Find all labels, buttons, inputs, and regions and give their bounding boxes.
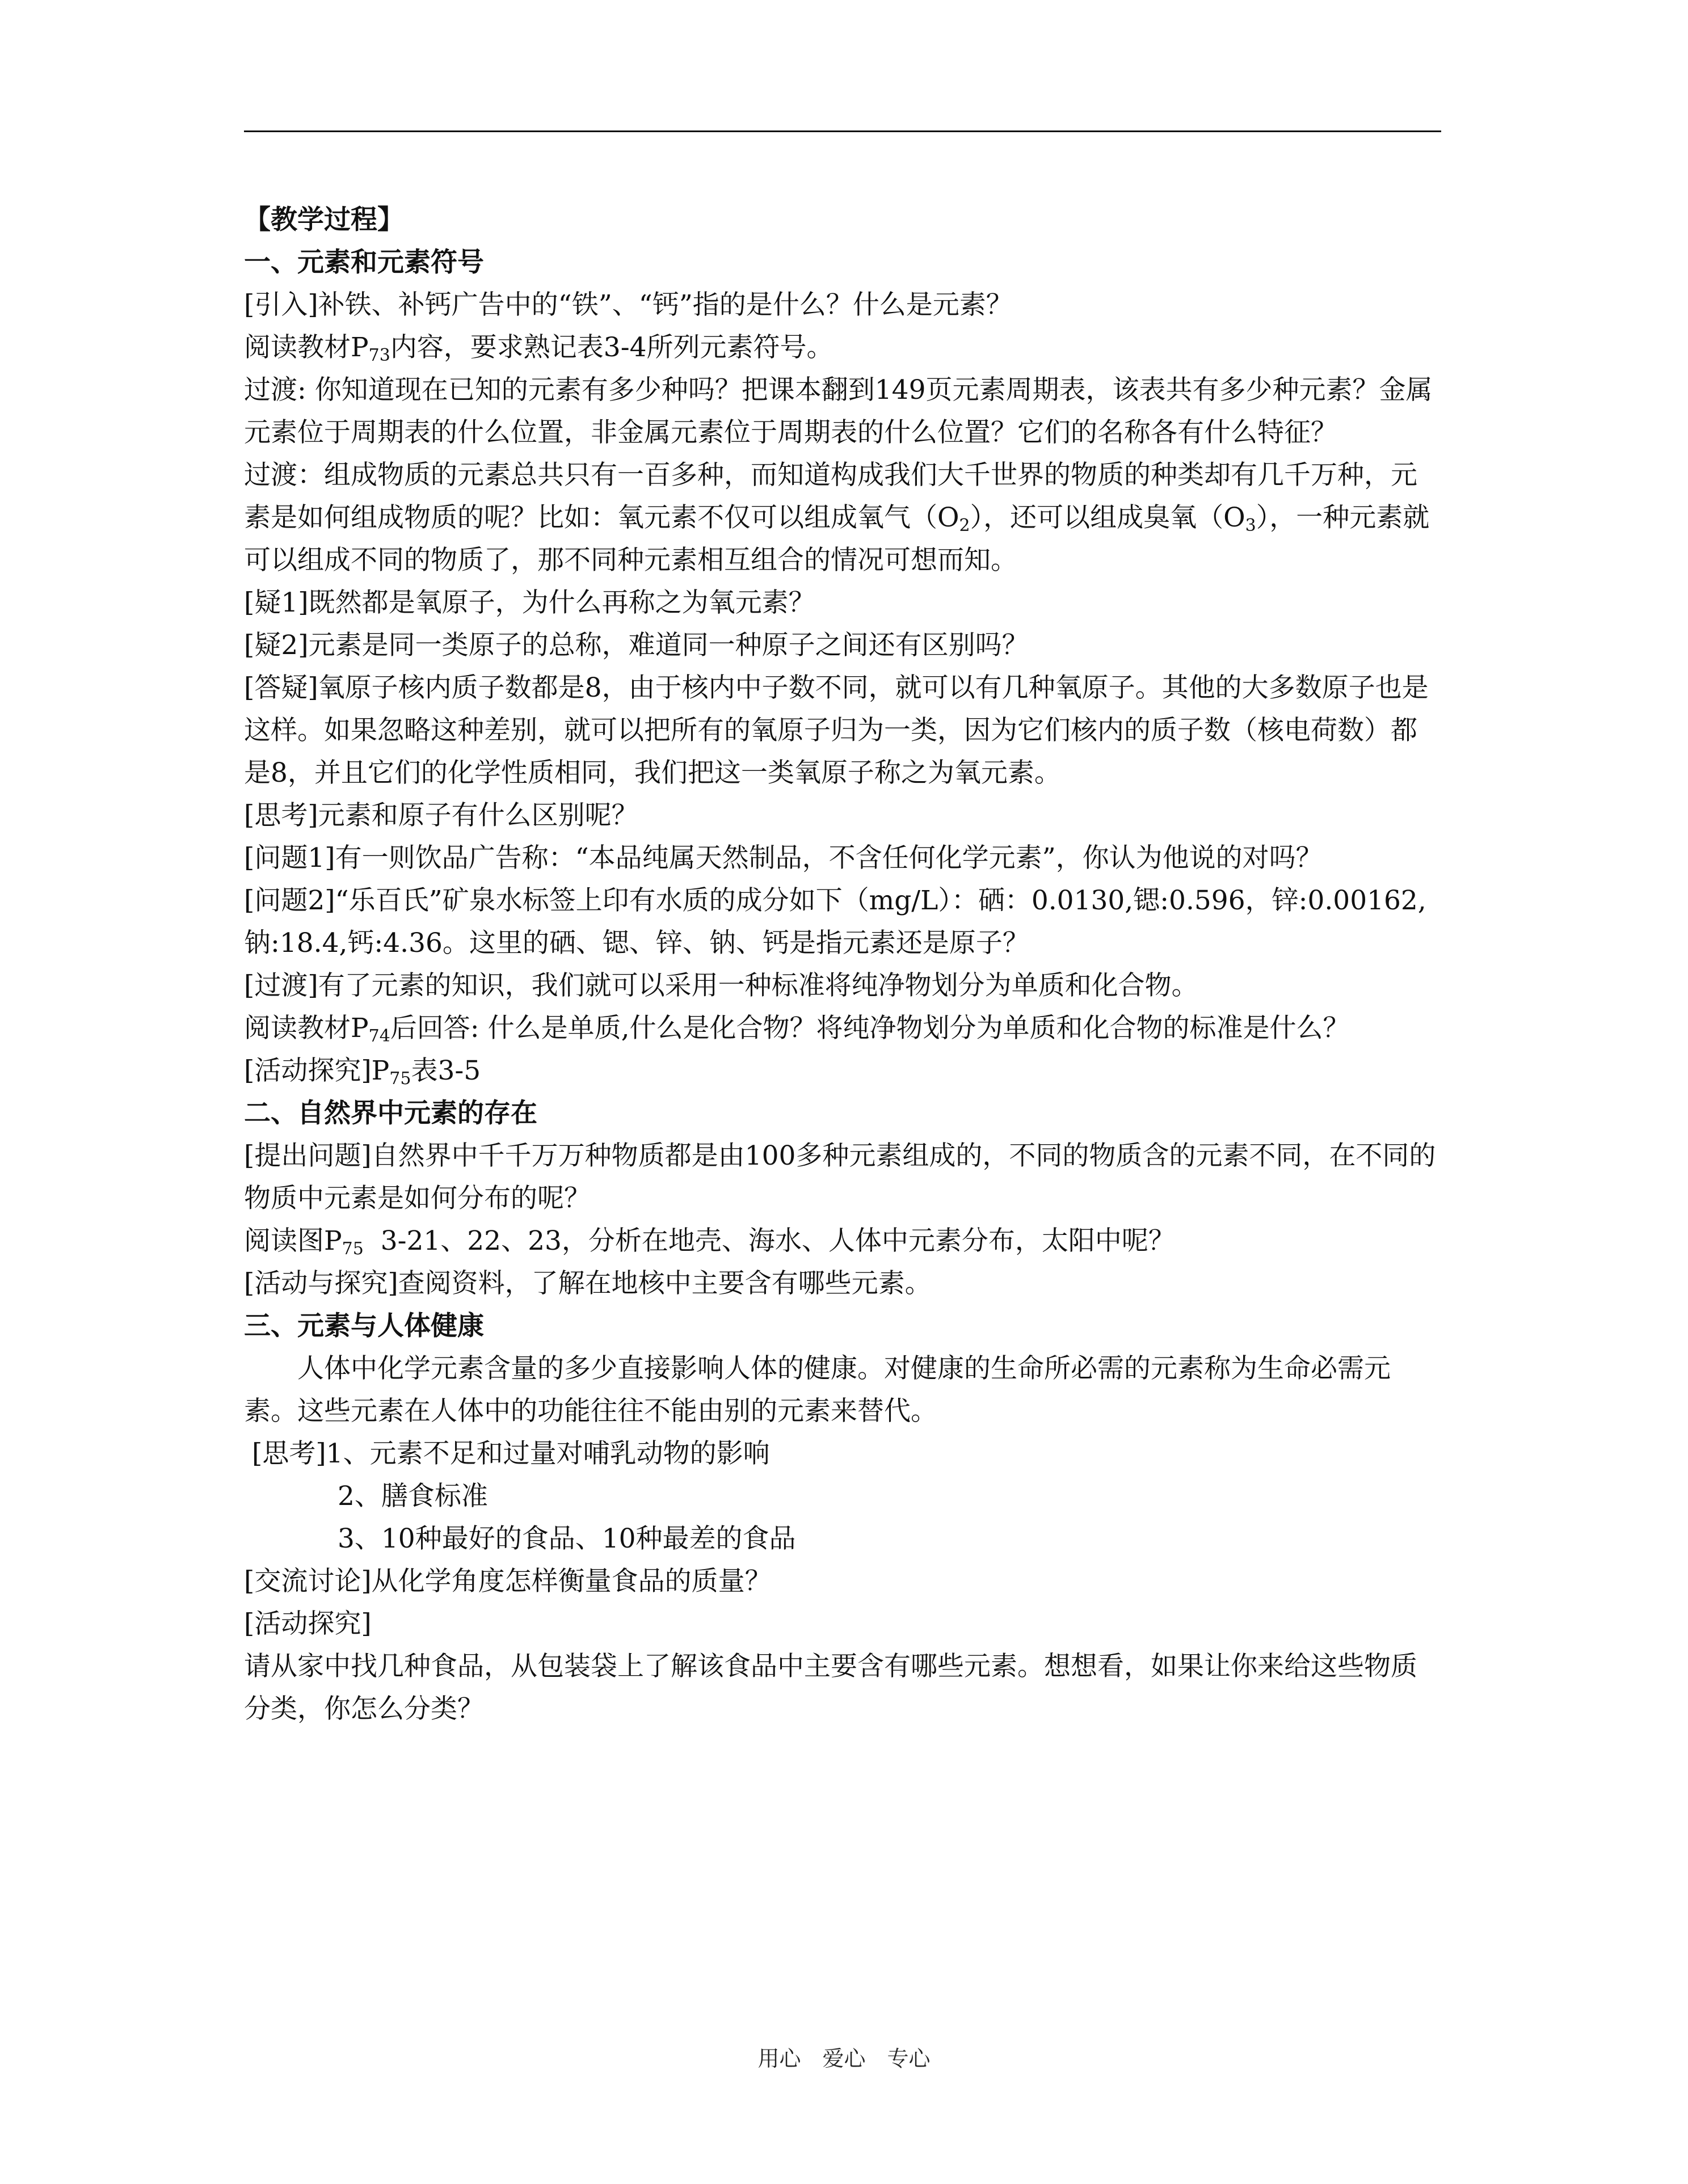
think-difference: [思考]元素和原子有什么区别呢？ <box>244 800 638 831</box>
question-2: [疑2]元素是同一类原子的总称，难道同一种原子之间还有区别吗？ <box>244 630 1029 661</box>
raise-question: [提出问题]自然界中千千万万种物质都是由100多种元素组成的，不同的物质含的元素不同，在不同的物质中元素是如何分布的呢？ <box>244 1140 1436 1214</box>
think-list-item-2: 2、膳食标准 <box>338 1481 488 1512</box>
header-rule <box>244 130 1441 132</box>
document-body <box>244 199 1441 1730</box>
activity-label: [活动探究] <box>244 1608 372 1639</box>
section-heading-health: 三、元素与人体健康 <box>244 1310 484 1342</box>
page-footer: 用心 爱心 专心 <box>757 2046 931 2071</box>
health-paragraph: 人体中化学元素含量的多少直接影响人体的健康。对健康的生命所必需的元素称为生命必需元素。这些元素在人体中的功能往往不能由别的元素来替代。 <box>244 1353 1391 1427</box>
transition-periodic-table: 过渡: 你知道现在已知的元素有多少种吗？把课本翻到149页元素周期表，该表共有多少种元素？金属元素位于周期表的什么位置，非金属元素位于周期表的什么位置？它们的名称各有什么特征？ <box>244 374 1433 448</box>
reading-p73: 阅读教材$P_{73}$内容，要求熟记表3-4所列元素符号。 <box>244 332 834 365</box>
reading-figure-p75: 阅读图$P_{75}$ 3-21、22、23，分析在地壳、海水、人体中元素分布，太阳中呢？ <box>244 1225 1175 1259</box>
question-1: [疑1]既然都是氧原子，为什么再称之为氧元素？ <box>244 587 815 618</box>
activity-research: [活动与探究]查阅资料，了解在地核中主要含有哪些元素。 <box>244 1268 932 1299</box>
section-heading-nature: 二、自然界中元素的存在 <box>244 1098 537 1129</box>
activity-p75: [活动探究]$P_{75}$表3-5 <box>244 1055 481 1089</box>
section-heading-process: 【教学过程】 <box>244 204 404 235</box>
activity-task: 请从家中找几种食品，从包装袋上了解该食品中主要含有哪些元素。想想看，如果让你来给这些物质分类，你怎么分类？ <box>244 1651 1417 1725</box>
problem-2: [问题2]“乐百氏”矿泉水标签上印有水质的成分如下（mg/L）：硒：0.0130,锶:0.596，锌:0.00162,钠:18.4,钙:4.36。这里的硒、锶、锌、钠、钙是指元素还是原子？ <box>244 885 1426 959</box>
intro-question: [引入]补铁、补钙广告中的“铁”、“钙”指的是什么？什么是元素？ <box>244 289 1013 321</box>
transition-composition: 过渡：组成物质的元素总共只有一百多种，而知道构成我们大千世界的物质的种类却有几千万种，元素是如何组成物质的呢？比如：氧元素不仅可以组成氧气$(O_2)$，还可以组成臭氧$(O_3)$，一种元素就可以组成不同的物质了，那不同种元素相互组合的情况可想而知。 <box>244 459 1430 576</box>
reading-p74: 阅读教材$P_{74}$后回答: 什么是单质,什么是化合物？将纯净物划分为单质和化合物的标准是什么？ <box>244 1013 1350 1046</box>
discussion: [交流讨论]从化学角度怎样衡量食品的质量？ <box>244 1566 772 1597</box>
think-list-item-3: 3、10种最好的食品、10种最差的食品 <box>338 1523 796 1554</box>
answer: [答疑]氧原子核内质子数都是8，由于核内中子数不同，就可以有几种氧原子。其他的大多数原子也是这样。如果忽略这种差别，就可以把所有的氧原子归为一类，因为它们核内的质子数（核电荷数）都是8，并且它们的化学性质相同，我们把这一类氧原子称之为氧元素。 <box>244 672 1429 789</box>
problem-1: [问题1]有一则饮品广告称：“本品纯属天然制品，不含任何化学元素”，你认为他说的对吗？ <box>244 842 1323 874</box>
section-heading-elements: 一、元素和元素符号 <box>244 247 484 278</box>
think-list-item-1: [思考]1、元素不足和过量对哺乳动物的影响 <box>252 1438 770 1469</box>
transition-classification: [过渡]有了元素的知识，我们就可以采用一种标准将纯净物划分为单质和化合物。 <box>244 970 1198 1001</box>
